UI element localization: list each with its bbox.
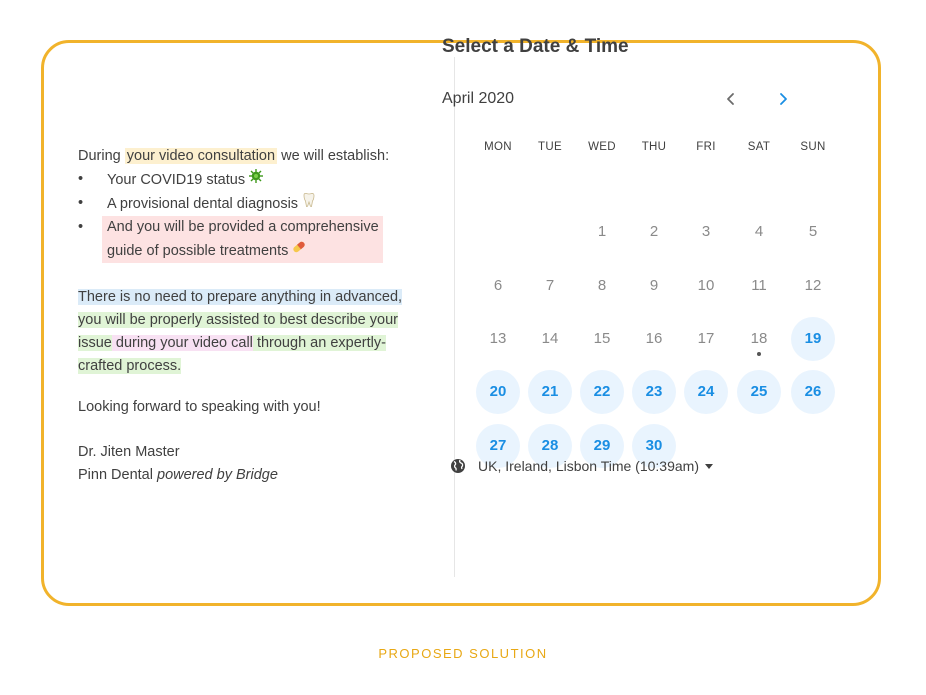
- weekday-label: WED: [588, 141, 616, 153]
- calendar-day: 15: [593, 330, 611, 347]
- tooth-icon: [301, 192, 317, 216]
- powered-by: powered by Bridge: [157, 467, 278, 483]
- today-indicator: [757, 352, 761, 356]
- intro-line: During your video consultation we will establish:: [78, 148, 390, 164]
- closing-line: Looking forward to speaking with you!: [78, 399, 321, 415]
- calendar-day: 9: [649, 277, 659, 294]
- chevron-left-icon: [720, 88, 742, 110]
- timezone-selector[interactable]: [450, 458, 713, 474]
- list-item: • A provisional dental diagnosis: [78, 192, 418, 216]
- treatment-guide-highlight: And you will be provided a comprehensive guide of possible treatments: [102, 216, 383, 263]
- chevron-right-icon: [772, 88, 794, 110]
- calendar-day: 14: [541, 330, 559, 347]
- list-item: [78, 216, 418, 263]
- available-day[interactable]: 21: [528, 370, 572, 414]
- next-month-button[interactable]: [772, 88, 794, 110]
- available-day[interactable]: 24: [684, 370, 728, 414]
- available-day[interactable]: 30: [632, 424, 676, 468]
- calendar-day: 6: [493, 277, 503, 294]
- available-day[interactable]: 29: [580, 424, 624, 468]
- calendar-day: 12: [804, 277, 822, 294]
- signature-practice: Pinn Dental powered by Bridge: [78, 467, 278, 483]
- calendar-day: 10: [697, 277, 715, 294]
- pill-icon: [291, 239, 307, 263]
- calendar-day: 2: [649, 223, 659, 240]
- month-label: April 2020: [442, 90, 515, 107]
- available-day[interactable]: 20: [476, 370, 520, 414]
- footer-caption: PROPOSED SOLUTION: [378, 646, 548, 661]
- intro-highlight: your video consultation: [126, 148, 276, 164]
- available-day[interactable]: 26: [791, 370, 835, 414]
- calendar-day: 5: [808, 223, 818, 240]
- calendar-day: 3: [701, 223, 711, 240]
- weekday-label: FRI: [696, 141, 716, 153]
- calendar-day: 11: [751, 277, 767, 294]
- page-title: Select a Date & Time: [442, 36, 629, 57]
- calendar-day: 8: [597, 277, 607, 294]
- consultation-info: [78, 145, 418, 487]
- available-day[interactable]: 23: [632, 370, 676, 414]
- covid-virus-icon: [248, 168, 264, 192]
- signature-name: Dr. Jiten Master: [78, 444, 180, 460]
- calendar-day: 18: [737, 317, 781, 361]
- signature: [78, 441, 418, 487]
- available-day[interactable]: 27: [476, 424, 520, 468]
- calendar-day: 16: [645, 330, 663, 347]
- calendar-day: 1: [597, 223, 607, 240]
- calendar-day: 4: [754, 223, 764, 240]
- calendar-day: 13: [489, 330, 507, 347]
- weekday-label: SAT: [747, 141, 771, 153]
- caret-down-icon: [705, 464, 713, 469]
- panel-divider: [454, 57, 455, 577]
- available-day[interactable]: 22: [580, 370, 624, 414]
- weekday-label: MON: [484, 141, 512, 153]
- benefit-list: [78, 168, 418, 263]
- globe-icon: [450, 458, 466, 474]
- weekday-label: SUN: [800, 141, 826, 153]
- weekday-label: TUE: [538, 141, 562, 153]
- available-day[interactable]: 28: [528, 424, 572, 468]
- calendar-day: 7: [545, 277, 555, 294]
- timezone-label: UK, Ireland, Lisbon Time (10:39am): [478, 458, 699, 474]
- available-day[interactable]: 25: [737, 370, 781, 414]
- previous-month-button[interactable]: [720, 88, 742, 110]
- available-day[interactable]: 19: [791, 317, 835, 361]
- list-item: • Your COVID19 status: [78, 168, 418, 192]
- preparation-note: There is no need to prepare anything in advanced, you will be properly assisted to best describe your issue during your video call through an expertly-crafted process.: [78, 289, 403, 374]
- weekday-label: THU: [641, 141, 667, 153]
- calendar-day: 17: [697, 330, 715, 347]
